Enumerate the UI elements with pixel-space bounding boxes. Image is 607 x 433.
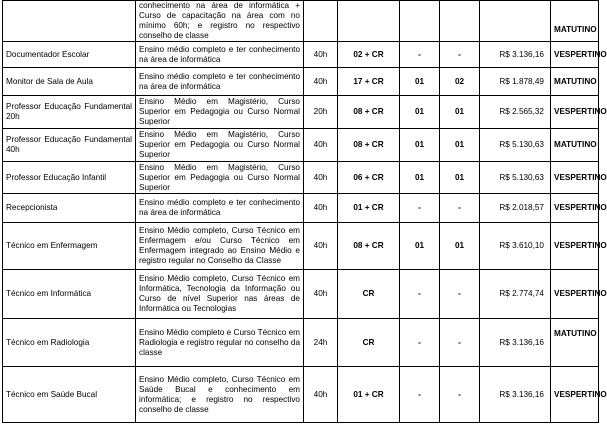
cadastro-cell: - — [440, 319, 480, 367]
carga-cell: 40h — [304, 162, 338, 194]
carga-cell: 40h — [304, 270, 338, 319]
cargo-cell: Professor Educação Fundamental 20h — [3, 96, 136, 129]
vagas-cell: 02 + CR — [338, 42, 400, 68]
salario-cell: R$ 3.610,10 — [480, 223, 551, 270]
salario-cell: R$ 3.136,16 — [480, 367, 551, 423]
cadastro-cell: 01 — [440, 162, 480, 194]
carga-cell: 24h — [304, 319, 338, 367]
requisito-cell: Ensino médio completo e ter conhecimento na área de informática — [136, 194, 304, 223]
vacancy-table — [2, 0, 607, 423]
cadastro-cell — [400, 1, 440, 42]
salario-cell: R$ 2.565,32 — [480, 96, 551, 129]
salario-cell: R$ 2.774,74 — [480, 270, 551, 319]
salario-cell — [480, 1, 551, 42]
cadastro-cell: - — [440, 42, 480, 68]
turno-cell: VESPERTINO — [551, 42, 599, 68]
requisito-cell: conhecimento na área de informática + Curso de capacitação na área com no mínimo 60h; e registro no respectivo conselho de classe — [136, 1, 304, 42]
cargo-cell: Técnico em Saúde Bucal — [3, 367, 136, 423]
salario-cell: R$ 5.130,63 — [480, 162, 551, 194]
table-row — [3, 367, 599, 423]
cadastro-cell — [440, 1, 480, 42]
salario-cell: R$ 3.136,16 — [480, 319, 551, 367]
requisito-cell: Ensino Médio em Magistério, Curso Superior em Pedagogia ou Curso Normal Superior — [136, 162, 304, 194]
cargo-cell: Técnico em Enfermagem — [3, 223, 136, 270]
table-row — [3, 270, 599, 319]
requisito-cell: Ensino Médio em Magistério, Curso Superior em Pedagogia ou Curso Normal Superior — [136, 96, 304, 129]
cadastro-cell: - — [400, 194, 440, 223]
carga-cell: 40h — [304, 68, 338, 96]
cadastro-cell: - — [400, 42, 440, 68]
requisito-cell: Ensino Médio completo, Curso Técnico em Saúde Bucal e conhecimento em informática; e registro no respectivo conselho de classe — [136, 367, 304, 423]
table-row — [3, 68, 599, 96]
turno-cell: VESPERTINO — [551, 270, 599, 319]
table-row — [3, 194, 599, 223]
requisito-cell: Ensino médio completo e ter conhecimento na área de informática — [136, 42, 304, 68]
vagas-cell — [338, 1, 400, 42]
cadastro-cell: 02 — [440, 68, 480, 96]
cargo-cell: Documentador Escolar — [3, 42, 136, 68]
carga-cell: 40h — [304, 194, 338, 223]
vagas-cell: 08 + CR — [338, 223, 400, 270]
cadastro-cell: 01 — [440, 223, 480, 270]
cadastro-cell: - — [400, 270, 440, 319]
cargo-cell: Técnico em Informática — [3, 270, 136, 319]
cadastro-cell: - — [440, 194, 480, 223]
cadastro-cell: 01 — [400, 223, 440, 270]
cargo-cell: Professor Educação Infantil — [3, 162, 136, 194]
vagas-cell: 17 + CR — [338, 68, 400, 96]
cadastro-cell: - — [400, 367, 440, 423]
table-row — [3, 223, 599, 270]
table-row — [3, 96, 599, 129]
carga-cell: 40h — [304, 367, 338, 423]
table-row — [3, 162, 599, 194]
cadastro-cell: 01 — [400, 68, 440, 96]
turno-cell: MATUTINO — [551, 319, 599, 367]
cargo-cell: Técnico em Radiologia — [3, 319, 136, 367]
salario-cell: R$ 1.878,49 — [480, 68, 551, 96]
salario-cell: R$ 3.136,16 — [480, 42, 551, 68]
vagas-cell: 01 + CR — [338, 194, 400, 223]
cadastro-cell: 01 — [400, 96, 440, 129]
cadastro-cell: - — [440, 367, 480, 423]
requisito-cell: Ensino Médio completo, Curso Técnico em Informática, Tecnologia da Informação ou Curso de nível Superior nas áreas de Informática ou Tecnologias — [136, 270, 304, 319]
cadastro-cell: - — [400, 319, 440, 367]
cadastro-cell: 01 — [440, 96, 480, 129]
salario-cell: R$ 5.130,63 — [480, 129, 551, 162]
turno-cell: VESPERTINO — [551, 367, 599, 423]
turno-cell: MATUTINO — [551, 1, 599, 42]
turno-cell: VESPERTINO — [551, 194, 599, 223]
carga-cell: 20h — [304, 96, 338, 129]
vagas-cell: 01 + CR — [338, 367, 400, 423]
vagas-cell: CR — [338, 319, 400, 367]
vagas-cell: 06 + CR — [338, 162, 400, 194]
cargo-cell: Professor Educação Fundamental 40h — [3, 129, 136, 162]
carga-cell — [304, 1, 338, 42]
carga-cell: 40h — [304, 42, 338, 68]
vagas-cell: CR — [338, 270, 400, 319]
turno-cell: VESPERTINO — [551, 96, 599, 129]
cadastro-cell: 01 — [400, 162, 440, 194]
carga-cell: 40h — [304, 129, 338, 162]
cadastro-cell: 01 — [440, 129, 480, 162]
cargo-cell: Recepcionista — [3, 194, 136, 223]
table-row — [3, 1, 599, 42]
table-row — [3, 42, 599, 68]
turno-cell: MATUTINO — [551, 68, 599, 96]
cadastro-cell: 01 — [400, 129, 440, 162]
cargo-cell: Monitor de Sala de Aula — [3, 68, 136, 96]
vagas-cell: 08 + CR — [338, 129, 400, 162]
cadastro-cell: - — [440, 270, 480, 319]
turno-cell: VESPERTINO — [551, 162, 599, 194]
turno-cell: VESPERTINO — [551, 223, 599, 270]
carga-cell: 40h — [304, 223, 338, 270]
table-row — [3, 319, 599, 367]
cargo-cell — [3, 1, 136, 42]
vagas-cell: 08 + CR — [338, 96, 400, 129]
turno-cell: MATUTINO — [551, 129, 599, 162]
table-row — [3, 129, 599, 162]
requisito-cell: Ensino Médio completo, Curso Técnico em Enfermagem e/ou Curso Técnico em Enfermagem integrado ao Ensino Médio e registro regular no Conselho da Classe — [136, 223, 304, 270]
requisito-cell: Ensino Médio completo e Curso Técnico em Radiologia e registro regular no conselho da classe — [136, 319, 304, 367]
requisito-cell: Ensino médio completo e ter conhecimento na área de informática — [136, 68, 304, 96]
salario-cell: R$ 2.018,57 — [480, 194, 551, 223]
requisito-cell: Ensino Médio em Magistério, Curso Superior em Pedagogia ou Curso Normal Superior — [136, 129, 304, 162]
